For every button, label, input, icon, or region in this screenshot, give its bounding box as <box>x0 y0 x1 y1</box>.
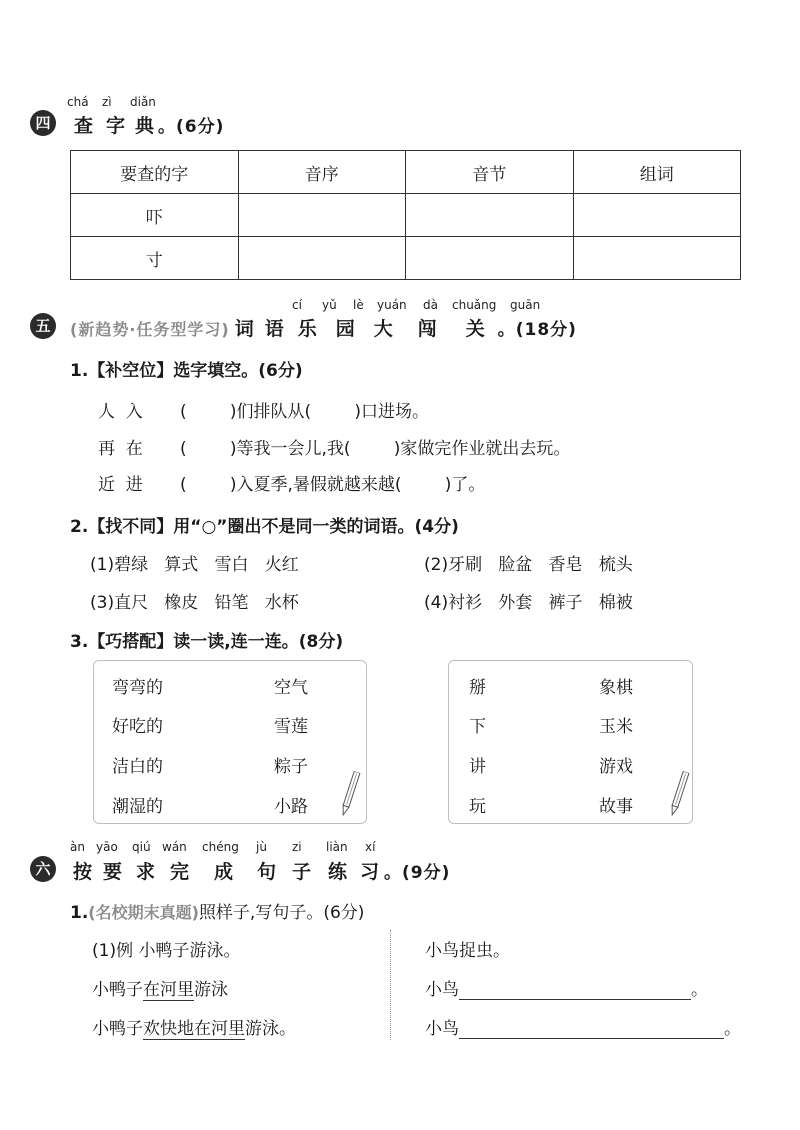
pinyin: guān <box>510 298 541 312</box>
match-left-word[interactable]: 玩 <box>469 797 486 817</box>
pinyin: xí <box>365 840 376 854</box>
question-number: 1. <box>70 903 89 923</box>
title-char: 园 <box>335 318 356 340</box>
table-cell-input[interactable] <box>238 194 406 237</box>
title-char: 练 <box>327 861 348 883</box>
title-char: 按 <box>72 861 93 883</box>
table-cell-input[interactable] <box>406 194 574 237</box>
answer-end: 。 <box>691 980 708 1000</box>
section-number-badge: 四 <box>30 110 56 136</box>
fill-line <box>98 434 570 459</box>
example-part: 小鸭子 <box>92 1019 143 1039</box>
match-left-word[interactable]: 讲 <box>469 757 486 777</box>
example-part: 游泳 <box>194 980 228 1000</box>
table-header: 要查的字 <box>71 151 239 194</box>
pinyin-cha: chá <box>67 95 89 109</box>
title-char: 句 <box>256 861 277 883</box>
q2-title: 2.【找不同】用“○”圈出不是同一类的词语。(4分) <box>70 517 459 537</box>
pinyin-zi: zì <box>102 95 112 109</box>
pinyin: cí <box>292 298 302 312</box>
match-left-word[interactable]: 弯弯的 <box>112 678 163 698</box>
match-left-word[interactable]: 下 <box>469 717 486 737</box>
section-title <box>70 857 450 884</box>
example-underlined: 在河里 <box>143 980 194 1000</box>
table-row <box>71 194 741 237</box>
pinyin: yǔ <box>322 298 337 312</box>
title-char: 大 <box>373 318 394 340</box>
table-row <box>71 237 741 280</box>
title-char: 完 <box>169 861 190 883</box>
question-text: 照样子,写句子。(6分) <box>198 903 365 923</box>
title-char: 字 <box>105 115 126 137</box>
example-label: (1)例 小鸭子游泳。 <box>92 941 241 961</box>
match-left-word[interactable]: 掰 <box>469 678 486 698</box>
title-char: 词 <box>234 318 255 340</box>
example-part: 游泳。 <box>245 1019 296 1039</box>
match-right-word[interactable]: 空气 <box>274 678 308 698</box>
table-cell-input[interactable] <box>573 194 741 237</box>
table-cell-char: 吓 <box>71 194 239 237</box>
answer-line <box>425 1014 741 1039</box>
pinyin: jù <box>256 840 267 854</box>
answer-blank[interactable] <box>459 979 691 1000</box>
title-char: 闯 <box>417 318 438 340</box>
section-score: 。(6分) <box>158 117 225 137</box>
section-score: 。(18分) <box>497 320 577 340</box>
pinyin: chéng <box>202 840 239 854</box>
match-right-word[interactable]: 粽子 <box>274 757 308 777</box>
section-score: 。(9分) <box>384 863 451 883</box>
section-tag: (新趋势·任务型学习) <box>70 320 230 339</box>
target-sentence: 小鸟捉虫。 <box>425 941 510 961</box>
word-group-row: (2)牙刷 脸盆 香皂 梳头 <box>424 555 633 575</box>
example-sentence-a <box>92 975 228 1000</box>
matching-box-2 <box>448 660 693 824</box>
title-char: 子 <box>291 861 312 883</box>
section-title <box>68 111 224 138</box>
dictionary-table <box>70 150 741 280</box>
match-left-word[interactable]: 潮湿的 <box>112 797 163 817</box>
answer-blank[interactable] <box>459 1018 724 1039</box>
example-part: 小鸭子 <box>92 980 143 1000</box>
question-tag: (名校期末真题) <box>88 903 199 922</box>
title-char: 求 <box>135 861 156 883</box>
title-char: 典 <box>134 115 155 137</box>
pinyin: yāo <box>96 840 118 854</box>
title-char: 关 <box>465 318 486 340</box>
title-char: 要 <box>102 861 123 883</box>
fill-sentence: ( )入夏季,暑假就越来越( )了。 <box>180 475 486 495</box>
char-pair: 人 入 <box>98 402 143 422</box>
example-sentence-b <box>92 1014 296 1039</box>
match-left-word[interactable]: 洁白的 <box>112 757 163 777</box>
fill-line <box>98 397 429 422</box>
column-divider <box>390 930 391 1040</box>
table-header: 组词 <box>573 151 741 194</box>
char-pair: 近 进 <box>98 475 143 495</box>
matching-box-1 <box>93 660 367 824</box>
example-underlined: 欢快地在河里 <box>143 1019 245 1039</box>
pinyin: liàn <box>326 840 348 854</box>
pinyin: yuán <box>377 298 407 312</box>
word-group-row: (4)衬衫 外套 裤子 棉被 <box>424 593 633 613</box>
word-group-row: (3)直尺 橡皮 铅笔 水杯 <box>90 593 299 613</box>
fill-line <box>98 470 485 495</box>
q3-title: 3.【巧搭配】读一读,连一连。(8分) <box>70 632 344 652</box>
pinyin: àn <box>70 840 85 854</box>
char-pair: 再 在 <box>98 439 143 459</box>
answer-end: 。 <box>724 1019 741 1039</box>
pencil-icon <box>338 771 362 818</box>
s6-q1-title <box>70 898 364 923</box>
match-right-word[interactable]: 游戏 <box>599 757 633 777</box>
pinyin-dian: diǎn <box>130 95 156 109</box>
table-cell-char: 寸 <box>71 237 239 280</box>
title-char: 查 <box>73 115 94 137</box>
title-char: 语 <box>264 318 285 340</box>
fill-sentence: ( )等我一会儿,我( )家做完作业就出去玩。 <box>180 439 571 459</box>
word-group-row: (1)碧绿 算式 雪白 火红 <box>90 555 299 575</box>
table-cell-input[interactable] <box>573 237 741 280</box>
table-header: 音序 <box>238 151 406 194</box>
table-cell-input[interactable] <box>406 237 574 280</box>
match-right-word[interactable]: 故事 <box>599 797 633 817</box>
table-header: 音节 <box>406 151 574 194</box>
match-right-word[interactable]: 象棋 <box>599 678 633 698</box>
pinyin: chuǎng <box>452 298 497 312</box>
q1-title: 1.【补空位】选字填空。(6分) <box>70 361 303 381</box>
section-title <box>70 314 577 341</box>
table-cell-input[interactable] <box>238 237 406 280</box>
title-char: 乐 <box>297 318 318 340</box>
title-char: 成 <box>213 861 234 883</box>
section-number-badge: 六 <box>30 856 56 882</box>
match-right-word[interactable]: 小路 <box>274 797 308 817</box>
fill-sentence: ( )们排队从( )口进场。 <box>180 402 429 422</box>
pinyin: qiú <box>132 840 151 854</box>
answer-prefix: 小鸟 <box>425 1019 459 1039</box>
pinyin: wán <box>162 840 187 854</box>
answer-line <box>425 975 708 1000</box>
title-char: 习 <box>359 861 380 883</box>
pencil-icon <box>667 771 691 818</box>
pinyin: zi <box>292 840 302 854</box>
section-number-badge: 五 <box>30 313 56 339</box>
match-right-word[interactable]: 玉米 <box>599 717 633 737</box>
pinyin: lè <box>353 298 364 312</box>
answer-prefix: 小鸟 <box>425 980 459 1000</box>
match-left-word[interactable]: 好吃的 <box>112 717 163 737</box>
match-right-word[interactable]: 雪莲 <box>274 717 308 737</box>
pinyin: dà <box>423 298 438 312</box>
